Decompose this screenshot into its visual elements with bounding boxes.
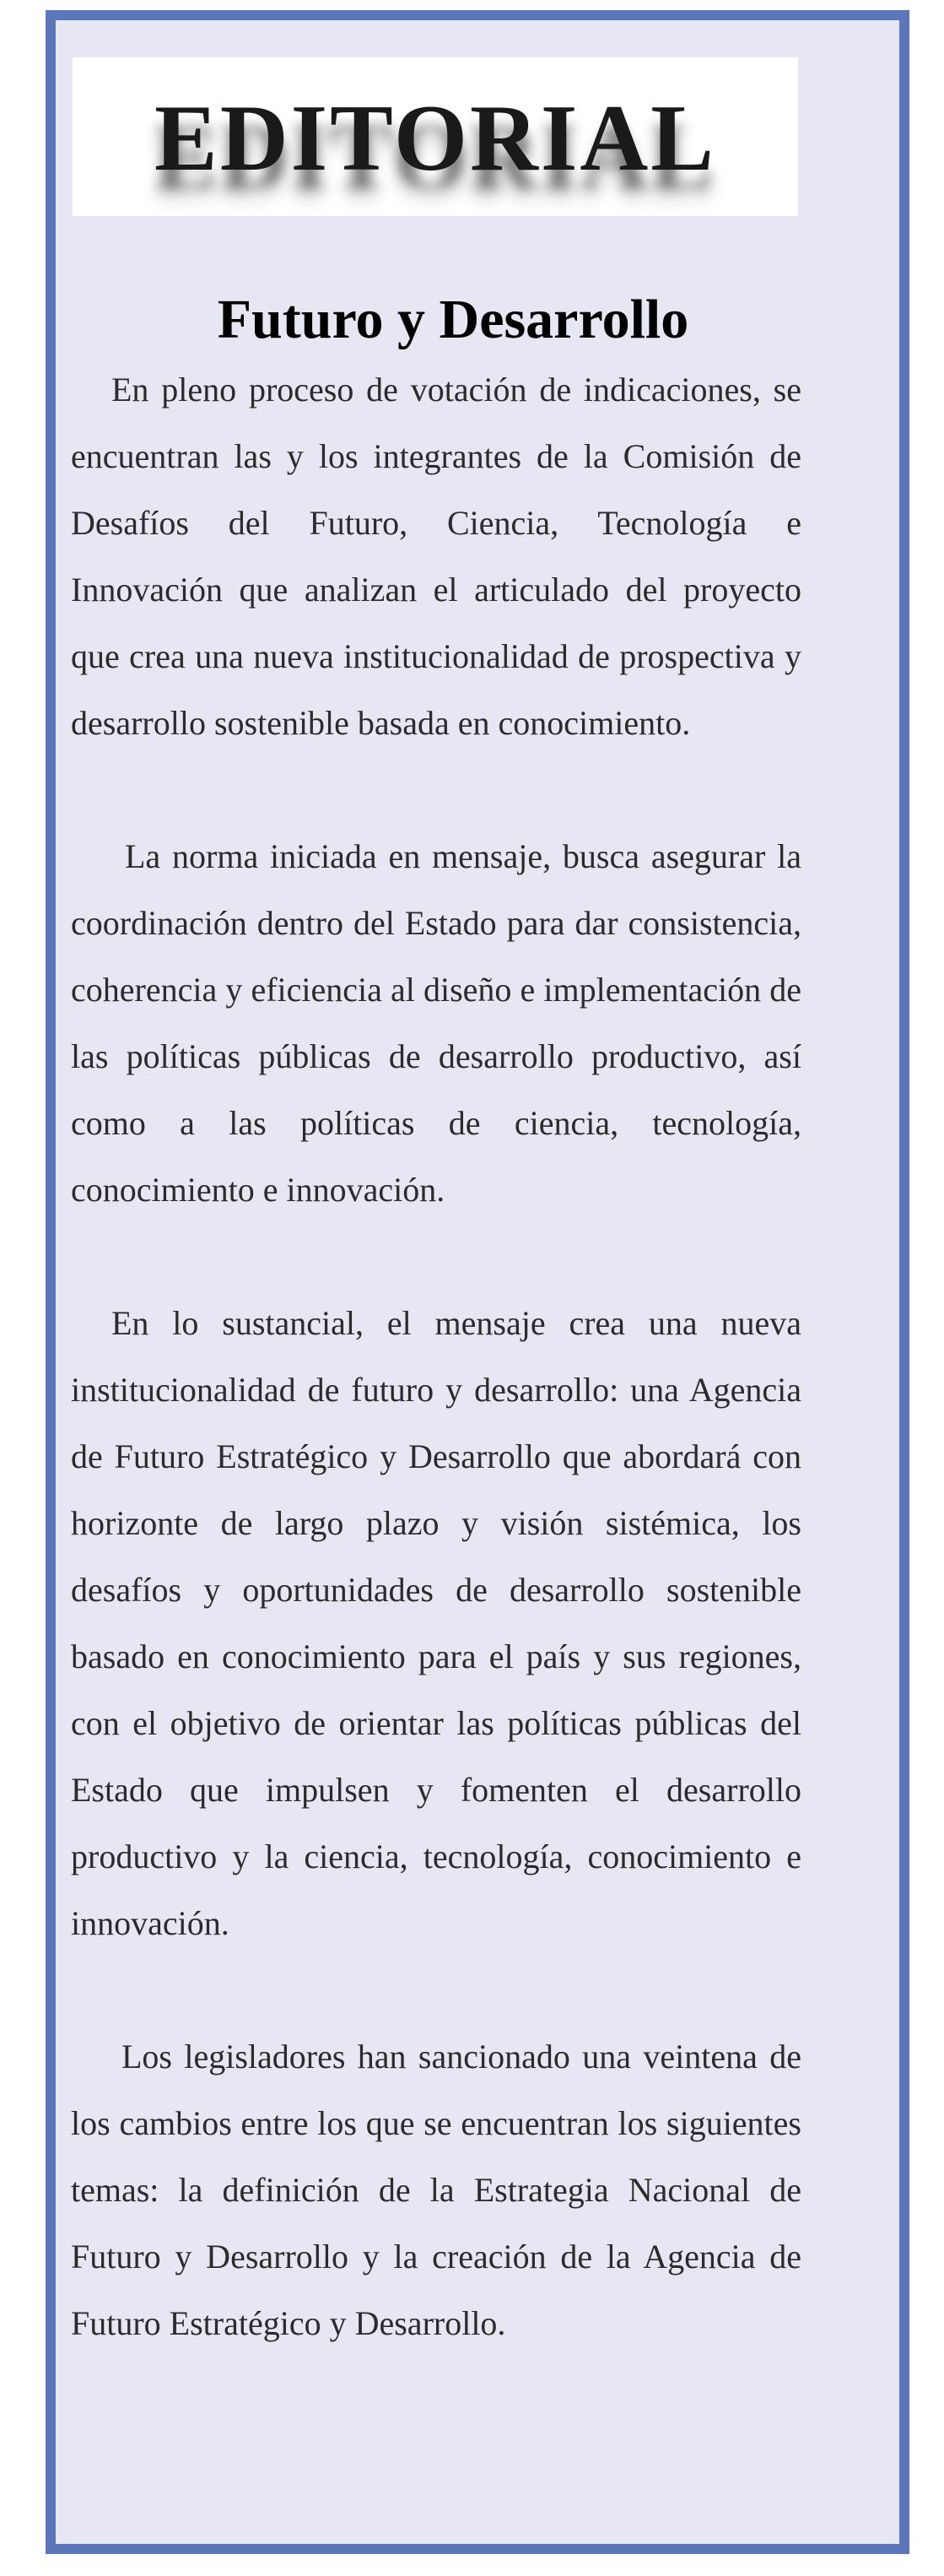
article-body: [71, 289, 801, 2357]
masthead-title: EDITORIAL: [154, 86, 717, 191]
article-paragraph-2: La norma iniciada en mensaje, busca asegurar la coordinación dentro del Estado para dar consistencia, coherencia y eficiencia al diseño e implementación de las políticas públicas de desarrollo productivo, así como a las políticas de ciencia, tecnología, conocimiento e innovación.: [71, 837, 801, 1209]
article-title: Futuro y Desarrollo: [217, 289, 689, 350]
article-paragraph-4: Los legisladores han sancionado una veintena de los cambios entre los que se encuentran los siguientes temas: la definición de la Estrategia Nacional de Futuro y Desarrollo y la creación de la Agencia de Futuro Estratégico y Desarrollo.: [71, 2038, 801, 2342]
article-paragraph-3: En lo sustancial, el mensaje crea una nueva institucionalidad de futuro y desarrollo: una Agencia de Futuro Estratégico y Desarrollo que abordará con horizonte de largo plazo y visión sistémica, los desafíos y oportunidades de desarrollo sostenible basado en conocimiento para el país y sus regiones, con el objetivo de orientar las políticas públicas del Estado que impulsen y fomenten el desarrollo productivo y la ciencia, tecnología, conocimiento e innovación.: [71, 1304, 801, 1942]
article-paragraph-1: En pleno proceso de votación de indicaciones, se encuentran las y los integrantes de la Comisión de Desafíos del Futuro, Ciencia, Tecnología e Innovación que analizan el articulado del proyecto que crea una nueva institucionalidad de prospectiva y desarrollo sostenible basada en conocimiento.: [71, 371, 801, 742]
editorial-masthead: [73, 57, 798, 216]
